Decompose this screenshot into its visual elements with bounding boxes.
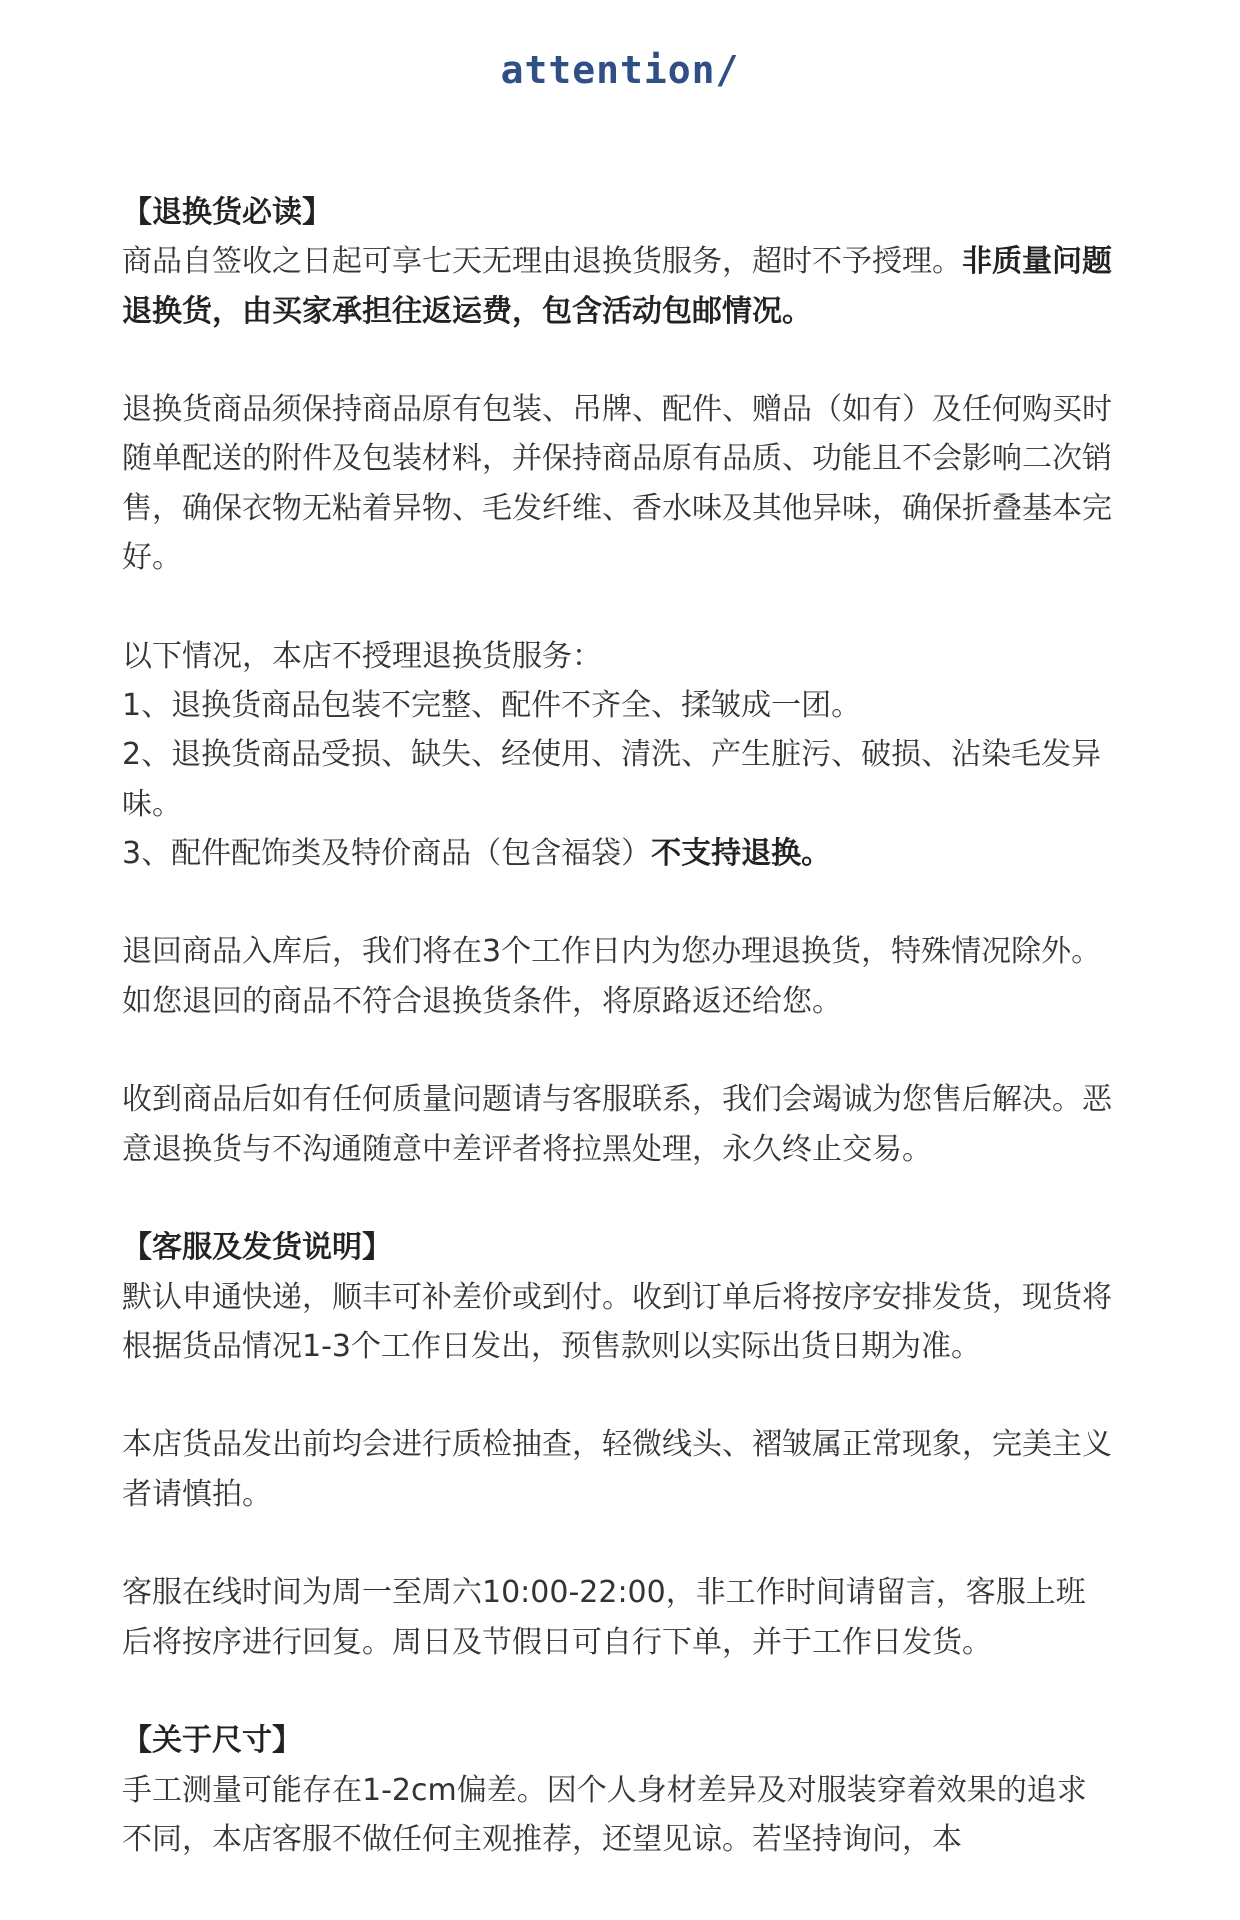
returns-heading: 【退换货必读】 bbox=[122, 195, 332, 230]
policy-content bbox=[122, 188, 1112, 1864]
returns-list-item-3 bbox=[122, 829, 1112, 878]
returns-item3-bold-text: 不支持退换。 bbox=[651, 835, 832, 871]
returns-paragraph-1 bbox=[122, 237, 1112, 336]
returns-list-item-2: 2、退换货商品受损、缺失、经使用、清洗、产生脏污、破损、沾染毛发异味。 bbox=[122, 737, 1102, 822]
returns-paragraph-4: 退回商品入库后，我们将在3个工作日内为您办理退换货，特殊情况除外。如您退回的商品不符合退换货条件，将原路返还给您。 bbox=[122, 934, 1102, 1019]
returns-p1-bold-text: 非质量问题退换货，由买家承担往返运费，包含活动包邮情况。 bbox=[122, 244, 1112, 329]
shipping-heading: 【客服及发货说明】 bbox=[122, 1230, 392, 1266]
returns-paragraph-5: 收到商品后如有任何质量问题请与客服联系，我们会竭诚为您售后解决。恶意退换货与不沟通随意中差评者将拉黑处理，永久终止交易。 bbox=[122, 1082, 1112, 1167]
returns-p1-text: 商品自签收之日起可享七天无理由退换货服务，超时不予授理。 bbox=[122, 244, 962, 280]
shipping-paragraph-1: 默认申通快递，顺丰可补差价或到付。收到订单后将按序安排发货，现货将根据货品情况1-3个工作日发出，预售款则以实际出货日期为准。 bbox=[122, 1279, 1112, 1364]
returns-item3-text: 3、配件配饰类及特价商品（包含福袋） bbox=[122, 835, 652, 871]
returns-list-item-1: 1、退换货商品包装不完整、配件不齐全、揉皱成一团。 bbox=[122, 687, 862, 723]
page-title: attention/ bbox=[500, 48, 740, 92]
shipping-paragraph-3: 客服在线时间为周一至周六10:00-22:00，非工作时间请留言，客服上班后将按序进行回复。周日及节假日可自行下单，并于工作日发货。 bbox=[122, 1575, 1086, 1660]
returns-paragraph-2: 退换货商品须保持商品原有包装、吊牌、配件、赠品（如有）及任何购买时随单配送的附件及包装材料，并保持商品原有品质、功能且不会影响二次销售，确保衣物无粘着异物、毛发纤维、香水味及其他异味，确保折叠基本完好。 bbox=[122, 392, 1112, 576]
returns-list-intro: 以下情况，本店不授理退换货服务： bbox=[122, 638, 602, 674]
size-paragraph-1: 手工测量可能存在1-2cm偏差。因个人身材差异及对服装穿着效果的追求不同，本店客服不做任何主观推荐，还望见谅。若坚持询问，本 bbox=[122, 1772, 1087, 1857]
size-heading: 【关于尺寸】 bbox=[122, 1723, 302, 1759]
shipping-paragraph-2: 本店货品发出前均会进行质检抽查，轻微线头、褶皱属正常现象，完美主义者请慎拍。 bbox=[122, 1427, 1112, 1512]
